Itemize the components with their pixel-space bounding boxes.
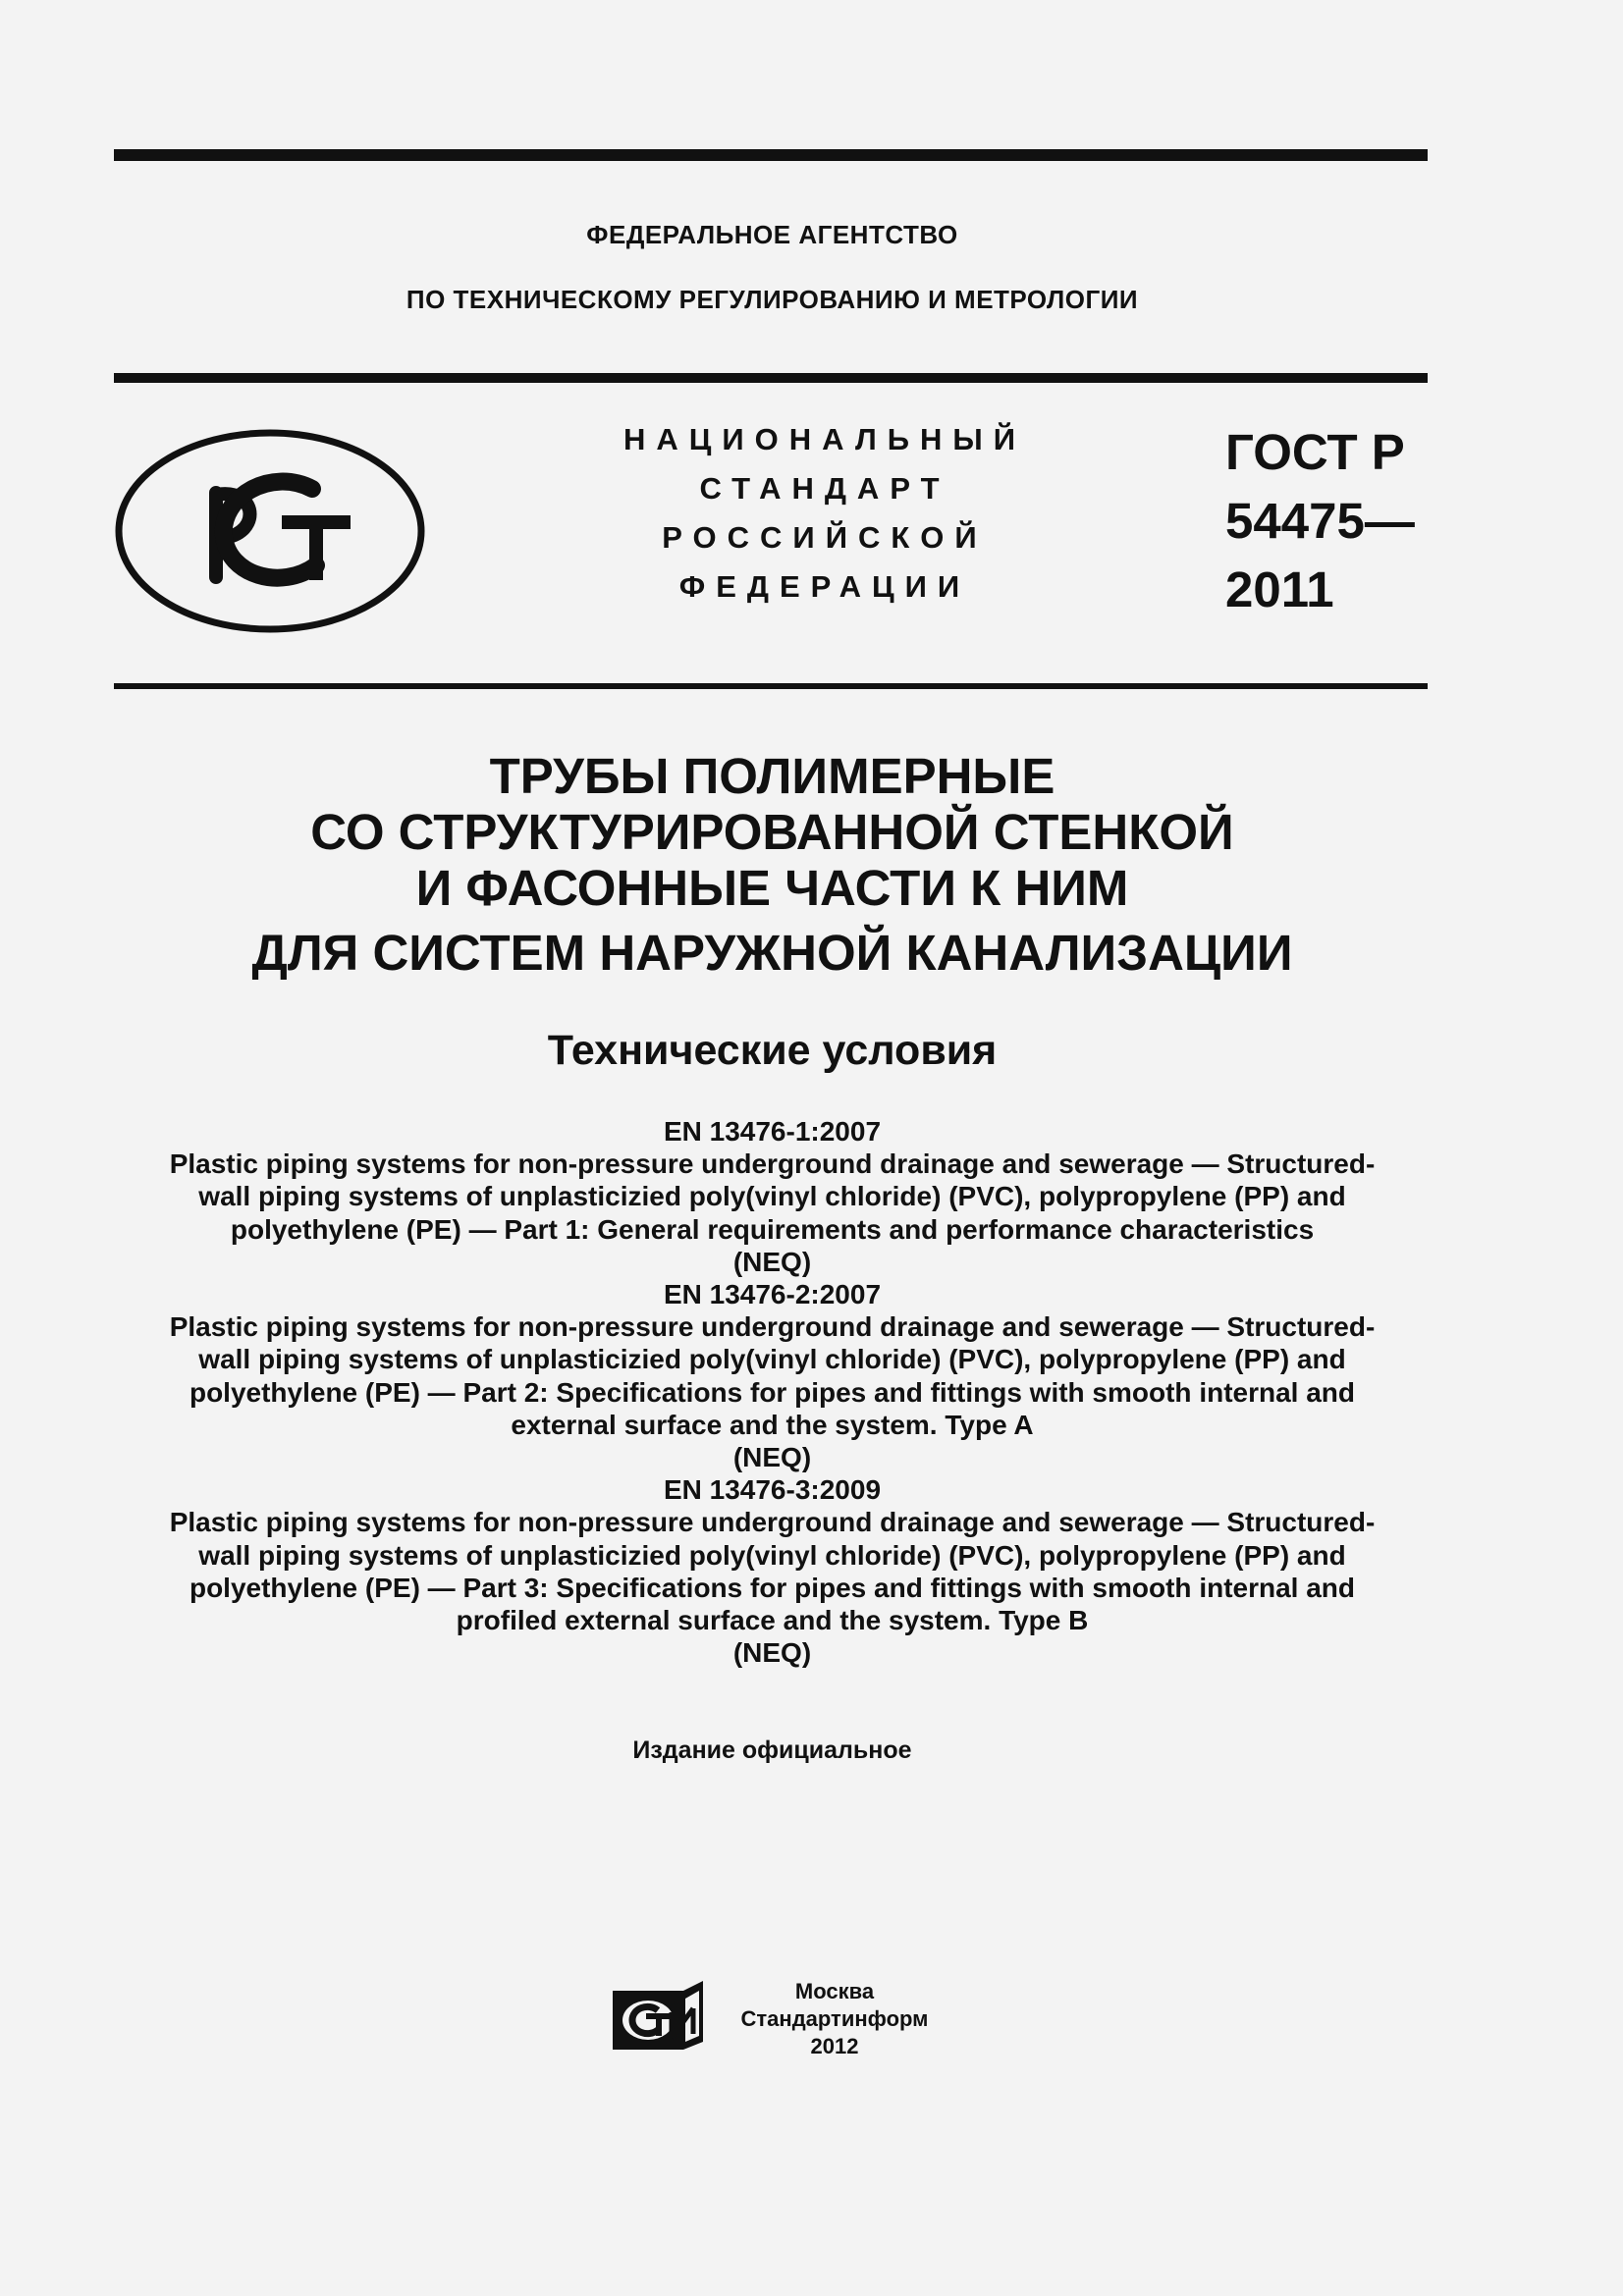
en-line: EN 13476-3:2009 xyxy=(663,1474,882,1506)
en-line: wall piping systems of unplasticizied poly(vinyl chloride) (PVC), polypropylene (PP) and xyxy=(198,1539,1346,1571)
en-line: (NEQ) xyxy=(732,1246,812,1277)
standartinform-logo-icon xyxy=(611,1979,705,2054)
agency-line-2: ПО ТЕХНИЧЕСКОМУ РЕГУЛИРОВАНИЮ И МЕТРОЛОГИИ xyxy=(406,285,1139,314)
en-line: profiled external surface and the system. Type B xyxy=(456,1605,1089,1636)
en-line: polyethylene (PE) — Part 2: Specifications for pipes and fittings with smooth internal and xyxy=(189,1376,1356,1408)
publisher-city: Москва xyxy=(794,1979,875,2003)
standard-type-line-1: НАЦИОНАЛЬНЫЙ xyxy=(622,422,1027,456)
gost-number-line-3: 2011 xyxy=(1225,561,1334,617)
gost-number-line-2: 54475— xyxy=(1225,493,1415,549)
en-line: wall piping systems of unplasticizied poly(vinyl chloride) (PVC), polypropylene (PP) and xyxy=(198,1344,1346,1375)
gost-r-logo-icon xyxy=(114,428,426,634)
en-line: EN 13476-2:2007 xyxy=(663,1279,882,1310)
en-line: Plastic piping systems for non-pressure underground drainage and sewerage — Structured- xyxy=(169,1507,1376,1538)
gost-number-line-1: ГОСТ Р xyxy=(1225,424,1405,480)
en-line: EN 13476-1:2007 xyxy=(663,1116,882,1147)
en-line: polyethylene (PE) — Part 3: Specifications for pipes and fittings with smooth internal and xyxy=(189,1572,1356,1603)
top-rule xyxy=(114,149,1428,161)
edition-note: Издание официальное xyxy=(632,1736,912,1764)
en-line: (NEQ) xyxy=(732,1637,812,1669)
publisher-year: 2012 xyxy=(810,2034,859,2058)
publisher-name: Стандартинформ xyxy=(740,2006,929,2031)
en-references xyxy=(0,1115,1544,1669)
standard-type-line-4: ФЕДЕРАЦИИ xyxy=(678,569,971,604)
title-line: ТРУБЫ ПОЛИМЕРНЫЕ xyxy=(489,748,1055,804)
header-rule xyxy=(114,373,1428,383)
title-line: СО СТРУКТУРИРОВАННОЙ СТЕНКОЙ xyxy=(310,804,1234,860)
document-title xyxy=(0,748,1544,981)
document-subtitle: Технические условия xyxy=(547,1027,998,1074)
en-line: polyethylene (PE) — Part 1: General requirements and performance characteristics xyxy=(230,1213,1315,1245)
title-rule xyxy=(114,683,1428,689)
gost-number xyxy=(1225,418,1415,624)
title-line: И ФАСОННЫЕ ЧАСТИ К НИМ xyxy=(415,860,1129,916)
en-line: (NEQ) xyxy=(732,1442,812,1473)
publisher-block xyxy=(722,1978,947,2060)
en-line: Plastic piping systems for non-pressure underground drainage and sewerage — Structured- xyxy=(169,1148,1376,1180)
en-line: wall piping systems of unplasticizied poly(vinyl chloride) (PVC), polypropylene (PP) and xyxy=(198,1181,1346,1212)
standard-type-line-3: РОССИЙСКОЙ xyxy=(662,520,988,555)
agency-line-1: ФЕДЕРАЛЬНОЕ АГЕНТСТВО xyxy=(586,220,958,249)
en-line: Plastic piping systems for non-pressure underground drainage and sewerage — Structured- xyxy=(169,1311,1376,1343)
title-line: ДЛЯ СИСТЕМ НАРУЖНОЙ КАНАЛИЗАЦИИ xyxy=(251,925,1293,981)
standard-type-line-2: СТАНДАРТ xyxy=(699,471,950,506)
en-line: external surface and the system. Type A xyxy=(511,1409,1034,1440)
